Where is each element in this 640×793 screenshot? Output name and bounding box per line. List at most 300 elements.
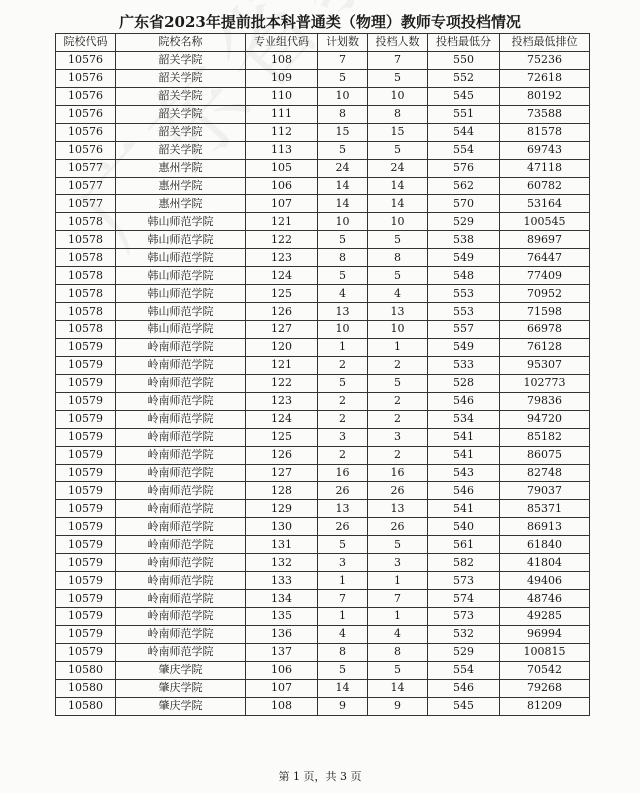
school-code-cell: 10579	[56, 608, 116, 626]
group-code-cell: 122	[246, 231, 318, 249]
group-code-cell: 128	[246, 482, 318, 500]
plan-count-cell: 3	[318, 554, 368, 572]
school-name-cell: 岭南师范学院	[116, 410, 246, 428]
min-rank-cell: 70542	[500, 661, 590, 679]
min-score-cell: 552	[428, 69, 500, 87]
school-code-cell: 10576	[56, 123, 116, 141]
min-rank-cell: 76447	[500, 249, 590, 267]
group-code-cell: 125	[246, 428, 318, 446]
table-row	[56, 141, 590, 159]
table-row	[56, 374, 590, 392]
min-rank-cell: 86913	[500, 518, 590, 536]
plan-count-cell: 10	[318, 321, 368, 339]
group-code-cell: 132	[246, 554, 318, 572]
min-score-cell: 562	[428, 177, 500, 195]
plan-count-cell: 5	[318, 69, 368, 87]
min-score-cell: 541	[428, 446, 500, 464]
school-code-cell: 10579	[56, 428, 116, 446]
plan-count-cell: 2	[318, 356, 368, 374]
school-name-cell: 肇庆学院	[116, 679, 246, 697]
plan-count-cell: 4	[318, 285, 368, 303]
min-rank-cell: 71598	[500, 303, 590, 321]
school-code-cell: 10579	[56, 464, 116, 482]
min-rank-cell: 61840	[500, 536, 590, 554]
min-rank-cell: 81209	[500, 697, 590, 715]
school-code-cell: 10580	[56, 679, 116, 697]
admitted-count-cell: 5	[368, 231, 428, 249]
plan-count-cell: 16	[318, 464, 368, 482]
min-score-cell: 529	[428, 643, 500, 661]
min-rank-cell: 77409	[500, 267, 590, 285]
table-row	[56, 536, 590, 554]
table-row	[56, 285, 590, 303]
plan-count-cell: 7	[318, 51, 368, 69]
school-code-cell: 10578	[56, 303, 116, 321]
table-row	[56, 321, 590, 339]
plan-count-cell: 5	[318, 141, 368, 159]
school-name-cell: 韩山师范学院	[116, 303, 246, 321]
min-rank-cell: 100815	[500, 643, 590, 661]
school-name-cell: 岭南师范学院	[116, 608, 246, 626]
header-min-rank: 投档最低排位	[500, 34, 590, 52]
plan-count-cell: 8	[318, 249, 368, 267]
min-rank-cell: 96994	[500, 625, 590, 643]
school-name-cell: 韩山师范学院	[116, 285, 246, 303]
school-name-cell: 岭南师范学院	[116, 500, 246, 518]
school-code-cell: 10579	[56, 536, 116, 554]
admitted-count-cell: 2	[368, 446, 428, 464]
group-code-cell: 134	[246, 590, 318, 608]
group-code-cell: 108	[246, 51, 318, 69]
group-code-cell: 124	[246, 267, 318, 285]
school-name-cell: 岭南师范学院	[116, 482, 246, 500]
plan-count-cell: 14	[318, 679, 368, 697]
group-code-cell: 120	[246, 338, 318, 356]
table-row	[56, 572, 590, 590]
school-name-cell: 韩山师范学院	[116, 267, 246, 285]
min-rank-cell: 41804	[500, 554, 590, 572]
table-row	[56, 338, 590, 356]
school-code-cell: 10580	[56, 697, 116, 715]
school-code-cell: 10576	[56, 51, 116, 69]
school-code-cell: 10579	[56, 554, 116, 572]
school-code-cell: 10579	[56, 482, 116, 500]
min-rank-cell: 76128	[500, 338, 590, 356]
school-code-cell: 10579	[56, 625, 116, 643]
group-code-cell: 113	[246, 141, 318, 159]
table-row	[56, 195, 590, 213]
admitted-count-cell: 14	[368, 195, 428, 213]
plan-count-cell: 3	[318, 428, 368, 446]
header-group-code: 专业组代码	[246, 34, 318, 52]
school-name-cell: 惠州学院	[116, 177, 246, 195]
plan-count-cell: 10	[318, 213, 368, 231]
admitted-count-cell: 10	[368, 321, 428, 339]
plan-count-cell: 26	[318, 482, 368, 500]
school-name-cell: 岭南师范学院	[116, 464, 246, 482]
school-code-cell: 10579	[56, 590, 116, 608]
min-score-cell: 541	[428, 428, 500, 446]
school-code-cell: 10578	[56, 231, 116, 249]
min-rank-cell: 102773	[500, 374, 590, 392]
admitted-count-cell: 7	[368, 590, 428, 608]
plan-count-cell: 1	[318, 608, 368, 626]
admission-table	[55, 33, 590, 716]
group-code-cell: 121	[246, 213, 318, 231]
admitted-count-cell: 10	[368, 87, 428, 105]
school-code-cell: 10579	[56, 518, 116, 536]
school-name-cell: 岭南师范学院	[116, 518, 246, 536]
min-score-cell: 576	[428, 159, 500, 177]
school-name-cell: 韶关学院	[116, 105, 246, 123]
min-score-cell: 544	[428, 123, 500, 141]
min-score-cell: 546	[428, 392, 500, 410]
school-name-cell: 岭南师范学院	[116, 428, 246, 446]
min-rank-cell: 79836	[500, 392, 590, 410]
group-code-cell: 109	[246, 69, 318, 87]
group-code-cell: 126	[246, 446, 318, 464]
plan-count-cell: 2	[318, 410, 368, 428]
plan-count-cell: 8	[318, 643, 368, 661]
school-name-cell: 惠州学院	[116, 159, 246, 177]
school-code-cell: 10579	[56, 410, 116, 428]
group-code-cell: 131	[246, 536, 318, 554]
table-row	[56, 518, 590, 536]
group-code-cell: 127	[246, 464, 318, 482]
admitted-count-cell: 26	[368, 518, 428, 536]
school-name-cell: 韶关学院	[116, 69, 246, 87]
school-name-cell: 岭南师范学院	[116, 554, 246, 572]
admitted-count-cell: 8	[368, 105, 428, 123]
group-code-cell: 123	[246, 392, 318, 410]
min-score-cell: 573	[428, 572, 500, 590]
table-row	[56, 356, 590, 374]
school-code-cell: 10579	[56, 446, 116, 464]
min-rank-cell: 60782	[500, 177, 590, 195]
min-score-cell: 538	[428, 231, 500, 249]
school-code-cell: 10579	[56, 374, 116, 392]
min-rank-cell: 79037	[500, 482, 590, 500]
table-row	[56, 679, 590, 697]
plan-count-cell: 9	[318, 697, 368, 715]
school-code-cell: 10576	[56, 69, 116, 87]
school-name-cell: 岭南师范学院	[116, 356, 246, 374]
admitted-count-cell: 5	[368, 69, 428, 87]
plan-count-cell: 1	[318, 338, 368, 356]
plan-count-cell: 2	[318, 392, 368, 410]
school-code-cell: 10579	[56, 500, 116, 518]
group-code-cell: 105	[246, 159, 318, 177]
school-name-cell: 岭南师范学院	[116, 590, 246, 608]
min-rank-cell: 48746	[500, 590, 590, 608]
min-score-cell: 533	[428, 356, 500, 374]
group-code-cell: 123	[246, 249, 318, 267]
min-score-cell: 557	[428, 321, 500, 339]
admitted-count-cell: 9	[368, 697, 428, 715]
header-school-name: 院校名称	[116, 34, 246, 52]
table-row	[56, 231, 590, 249]
admitted-count-cell: 1	[368, 338, 428, 356]
admitted-count-cell: 15	[368, 123, 428, 141]
admitted-count-cell: 5	[368, 141, 428, 159]
header-school-code: 院校代码	[56, 34, 116, 52]
group-code-cell: 137	[246, 643, 318, 661]
min-score-cell: 549	[428, 249, 500, 267]
plan-count-cell: 10	[318, 87, 368, 105]
min-score-cell: 546	[428, 482, 500, 500]
min-rank-cell: 81578	[500, 123, 590, 141]
admitted-count-cell: 2	[368, 410, 428, 428]
min-score-cell: 548	[428, 267, 500, 285]
table-row	[56, 87, 590, 105]
table-row	[56, 464, 590, 482]
school-code-cell: 10577	[56, 195, 116, 213]
admitted-count-cell: 14	[368, 679, 428, 697]
group-code-cell: 107	[246, 195, 318, 213]
table-row	[56, 590, 590, 608]
page-title: 广东省2023年提前批本科普通类（物理）教师专项投档情况	[119, 13, 521, 31]
admitted-count-cell: 26	[368, 482, 428, 500]
min-score-cell: 554	[428, 661, 500, 679]
min-score-cell: 573	[428, 608, 500, 626]
school-name-cell: 韶关学院	[116, 87, 246, 105]
school-name-cell: 岭南师范学院	[116, 536, 246, 554]
school-name-cell: 韶关学院	[116, 123, 246, 141]
group-code-cell: 136	[246, 625, 318, 643]
table-row	[56, 392, 590, 410]
table-row	[56, 249, 590, 267]
school-code-cell: 10580	[56, 661, 116, 679]
min-score-cell: 541	[428, 500, 500, 518]
header-plan-count: 计划数	[318, 34, 368, 52]
group-code-cell: 130	[246, 518, 318, 536]
school-code-cell: 10578	[56, 285, 116, 303]
table-row	[56, 625, 590, 643]
school-code-cell: 10579	[56, 356, 116, 374]
table-row	[56, 643, 590, 661]
school-name-cell: 肇庆学院	[116, 697, 246, 715]
school-code-cell: 10579	[56, 572, 116, 590]
min-rank-cell: 85182	[500, 428, 590, 446]
admitted-count-cell: 5	[368, 267, 428, 285]
plan-count-cell: 8	[318, 105, 368, 123]
school-code-cell: 10579	[56, 643, 116, 661]
group-code-cell: 108	[246, 697, 318, 715]
admitted-count-cell: 3	[368, 554, 428, 572]
admitted-count-cell: 5	[368, 661, 428, 679]
school-code-cell: 10578	[56, 267, 116, 285]
school-code-cell: 10576	[56, 105, 116, 123]
admitted-count-cell: 7	[368, 51, 428, 69]
admitted-count-cell: 2	[368, 356, 428, 374]
header-min-score: 投档最低分	[428, 34, 500, 52]
admitted-count-cell: 14	[368, 177, 428, 195]
plan-count-cell: 13	[318, 303, 368, 321]
min-rank-cell: 47118	[500, 159, 590, 177]
min-score-cell: 570	[428, 195, 500, 213]
min-rank-cell: 94720	[500, 410, 590, 428]
group-code-cell: 124	[246, 410, 318, 428]
plan-count-cell: 4	[318, 625, 368, 643]
table-row	[56, 482, 590, 500]
min-rank-cell: 73588	[500, 105, 590, 123]
group-code-cell: 107	[246, 679, 318, 697]
group-code-cell: 129	[246, 500, 318, 518]
plan-count-cell: 2	[318, 446, 368, 464]
min-score-cell: 528	[428, 374, 500, 392]
school-name-cell: 岭南师范学院	[116, 625, 246, 643]
min-score-cell: 534	[428, 410, 500, 428]
admitted-count-cell: 8	[368, 643, 428, 661]
school-name-cell: 肇庆学院	[116, 661, 246, 679]
min-score-cell: 543	[428, 464, 500, 482]
admitted-count-cell: 2	[368, 392, 428, 410]
min-score-cell: 582	[428, 554, 500, 572]
table-row	[56, 428, 590, 446]
min-rank-cell: 49285	[500, 608, 590, 626]
min-score-cell: 553	[428, 303, 500, 321]
table-row	[56, 267, 590, 285]
table-header-row	[56, 34, 590, 52]
table-row	[56, 69, 590, 87]
school-code-cell: 10576	[56, 141, 116, 159]
table-row	[56, 500, 590, 518]
admitted-count-cell: 24	[368, 159, 428, 177]
group-code-cell: 111	[246, 105, 318, 123]
group-code-cell: 135	[246, 608, 318, 626]
table-row	[56, 554, 590, 572]
plan-count-cell: 5	[318, 231, 368, 249]
table-row	[56, 303, 590, 321]
min-score-cell: 551	[428, 105, 500, 123]
min-score-cell: 529	[428, 213, 500, 231]
table-row	[56, 446, 590, 464]
school-name-cell: 岭南师范学院	[116, 446, 246, 464]
admitted-count-cell: 5	[368, 374, 428, 392]
table-row	[56, 608, 590, 626]
min-score-cell: 553	[428, 285, 500, 303]
admitted-count-cell: 13	[368, 500, 428, 518]
plan-count-cell: 13	[318, 500, 368, 518]
plan-count-cell: 5	[318, 661, 368, 679]
school-code-cell: 10577	[56, 159, 116, 177]
min-rank-cell: 49406	[500, 572, 590, 590]
min-score-cell: 546	[428, 679, 500, 697]
plan-count-cell: 15	[318, 123, 368, 141]
admitted-count-cell: 13	[368, 303, 428, 321]
admitted-count-cell: 5	[368, 536, 428, 554]
group-code-cell: 122	[246, 374, 318, 392]
min-rank-cell: 100545	[500, 213, 590, 231]
min-rank-cell: 95307	[500, 356, 590, 374]
table-row	[56, 661, 590, 679]
table-row	[56, 697, 590, 715]
group-code-cell: 112	[246, 123, 318, 141]
group-code-cell: 133	[246, 572, 318, 590]
group-code-cell: 110	[246, 87, 318, 105]
header-admitted-count: 投档人数	[368, 34, 428, 52]
table-row	[56, 51, 590, 69]
school-name-cell: 岭南师范学院	[116, 338, 246, 356]
group-code-cell: 126	[246, 303, 318, 321]
plan-count-cell: 14	[318, 195, 368, 213]
min-score-cell: 532	[428, 625, 500, 643]
min-rank-cell: 70952	[500, 285, 590, 303]
school-name-cell: 韶关学院	[116, 51, 246, 69]
page-footer: 第 1 页，共 3 页	[278, 770, 362, 783]
min-rank-cell: 82748	[500, 464, 590, 482]
school-code-cell: 10579	[56, 338, 116, 356]
plan-count-cell: 24	[318, 159, 368, 177]
school-name-cell: 韩山师范学院	[116, 213, 246, 231]
school-name-cell: 岭南师范学院	[116, 374, 246, 392]
school-code-cell: 10577	[56, 177, 116, 195]
min-score-cell: 574	[428, 590, 500, 608]
plan-count-cell: 1	[318, 572, 368, 590]
min-rank-cell: 80192	[500, 87, 590, 105]
school-name-cell: 岭南师范学院	[116, 643, 246, 661]
table-row	[56, 159, 590, 177]
plan-count-cell: 5	[318, 536, 368, 554]
school-name-cell: 韩山师范学院	[116, 321, 246, 339]
min-rank-cell: 86075	[500, 446, 590, 464]
plan-count-cell: 7	[318, 590, 368, 608]
min-score-cell: 545	[428, 697, 500, 715]
group-code-cell: 127	[246, 321, 318, 339]
school-name-cell: 惠州学院	[116, 195, 246, 213]
min-rank-cell: 75236	[500, 51, 590, 69]
table-row	[56, 105, 590, 123]
min-score-cell: 545	[428, 87, 500, 105]
school-name-cell: 韩山师范学院	[116, 249, 246, 267]
min-rank-cell: 69743	[500, 141, 590, 159]
school-name-cell: 岭南师范学院	[116, 572, 246, 590]
group-code-cell: 121	[246, 356, 318, 374]
admitted-count-cell: 4	[368, 285, 428, 303]
min-rank-cell: 89697	[500, 231, 590, 249]
group-code-cell: 125	[246, 285, 318, 303]
min-rank-cell: 53164	[500, 195, 590, 213]
min-score-cell: 549	[428, 338, 500, 356]
min-rank-cell: 79268	[500, 679, 590, 697]
min-score-cell: 554	[428, 141, 500, 159]
admitted-count-cell: 8	[368, 249, 428, 267]
school-name-cell: 岭南师范学院	[116, 392, 246, 410]
admitted-count-cell: 3	[368, 428, 428, 446]
table-row	[56, 177, 590, 195]
min-rank-cell: 66978	[500, 321, 590, 339]
admitted-count-cell: 4	[368, 625, 428, 643]
school-name-cell: 韩山师范学院	[116, 231, 246, 249]
admitted-count-cell: 16	[368, 464, 428, 482]
group-code-cell: 106	[246, 661, 318, 679]
school-code-cell: 10578	[56, 321, 116, 339]
admitted-count-cell: 1	[368, 608, 428, 626]
school-code-cell: 10578	[56, 213, 116, 231]
table-row	[56, 123, 590, 141]
plan-count-cell: 26	[318, 518, 368, 536]
plan-count-cell: 5	[318, 374, 368, 392]
school-code-cell: 10578	[56, 249, 116, 267]
table-row	[56, 410, 590, 428]
school-name-cell: 韶关学院	[116, 141, 246, 159]
plan-count-cell: 14	[318, 177, 368, 195]
table-row	[56, 213, 590, 231]
min-rank-cell: 72618	[500, 69, 590, 87]
min-score-cell: 550	[428, 51, 500, 69]
min-score-cell: 540	[428, 518, 500, 536]
school-code-cell: 10579	[56, 392, 116, 410]
